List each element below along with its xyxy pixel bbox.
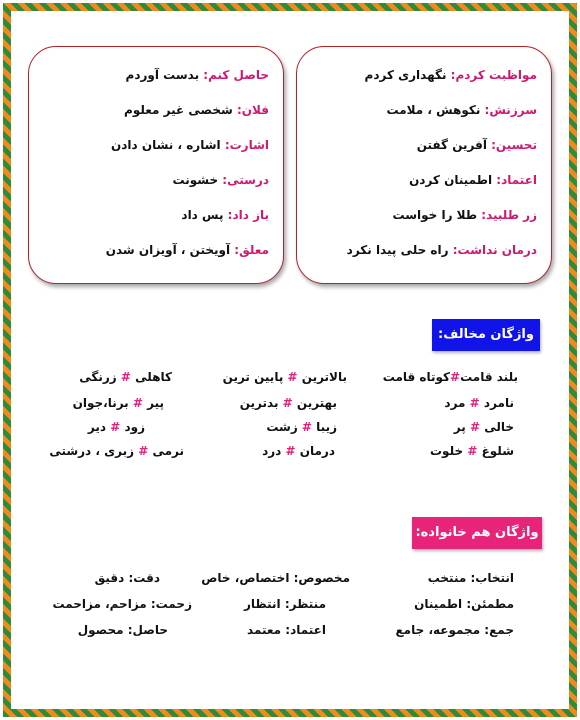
word-family-entry: منتظر: انتظار — [244, 597, 326, 611]
antonym-pair: کاهلی # زرنگی — [79, 370, 172, 384]
antonym-pair: بهترین # بدترین — [239, 396, 337, 410]
vocab-entry: تحسین: آفرین گفتن — [416, 138, 537, 152]
vocab-entry: باز داد: پس داد — [181, 208, 269, 222]
antonym-pair: زیبا # زشت — [266, 420, 337, 434]
word-family-entry: مطمئن: اطمینان — [414, 597, 514, 611]
vocabulary-box-left — [28, 46, 284, 284]
vocab-entry: اعتماد: اطمینان کردن — [409, 173, 537, 187]
vocabulary-box-right — [296, 46, 552, 284]
antonym-pair: بلند قامت#کوتاه قامت — [382, 370, 518, 384]
antonym-pair: نرمی # زبری ، درشتی — [49, 444, 184, 458]
vocab-entry: فلان: شخصی غیر معلوم — [124, 103, 269, 117]
word-family-entry: اعتماد: معتمد — [247, 623, 326, 637]
word-family-entry: حاصل: محصول — [77, 623, 168, 637]
word-family-entry: زحمت: مزاحم، مزاحمت — [52, 597, 192, 611]
vocab-entry: حاصل کنم: بدست آوردم — [125, 68, 269, 82]
word-family-entry: انتخاب: منتخب — [427, 571, 514, 585]
vocab-entry: معلق: آویختن ، آویزان شدن — [105, 243, 269, 257]
antonym-pair: بالاترین # پایین ترین — [222, 370, 347, 384]
vocab-entry: سرزنش: نکوهش ، ملامت — [386, 103, 537, 117]
antonyms-heading: واژگان مخالف: — [432, 319, 540, 351]
vocab-entry: درمان نداشت: راه حلی پیدا نکرد — [346, 243, 537, 257]
word-family-heading: واژگان هم خانواده: — [412, 517, 542, 549]
antonym-pair: شلوغ # خلوت — [430, 444, 514, 458]
antonym-pair: درمان # درد — [262, 444, 335, 458]
vocab-entry: مواظبت کردم: نگهداری کردم — [364, 68, 537, 82]
antonym-pair: زود # دیر — [87, 420, 145, 434]
word-family-entry: دقت: دقیق — [94, 571, 160, 585]
antonym-pair: خالی # پر — [453, 420, 514, 434]
antonym-pair: نامرد # مرد — [444, 396, 514, 410]
vocab-entry: زر طلبید: طلا را خواست — [392, 208, 537, 222]
antonym-pair: پیر # برنا،جوان — [72, 396, 164, 410]
vocab-entry: درستی: خشونت — [172, 173, 269, 187]
vocab-entry: اشارت: اشاره ، نشان دادن — [110, 138, 269, 152]
word-family-entry: جمع: مجموعه، جامع — [395, 623, 514, 637]
word-family-entry: مخصوص: اختصاص، خاص — [201, 571, 350, 585]
